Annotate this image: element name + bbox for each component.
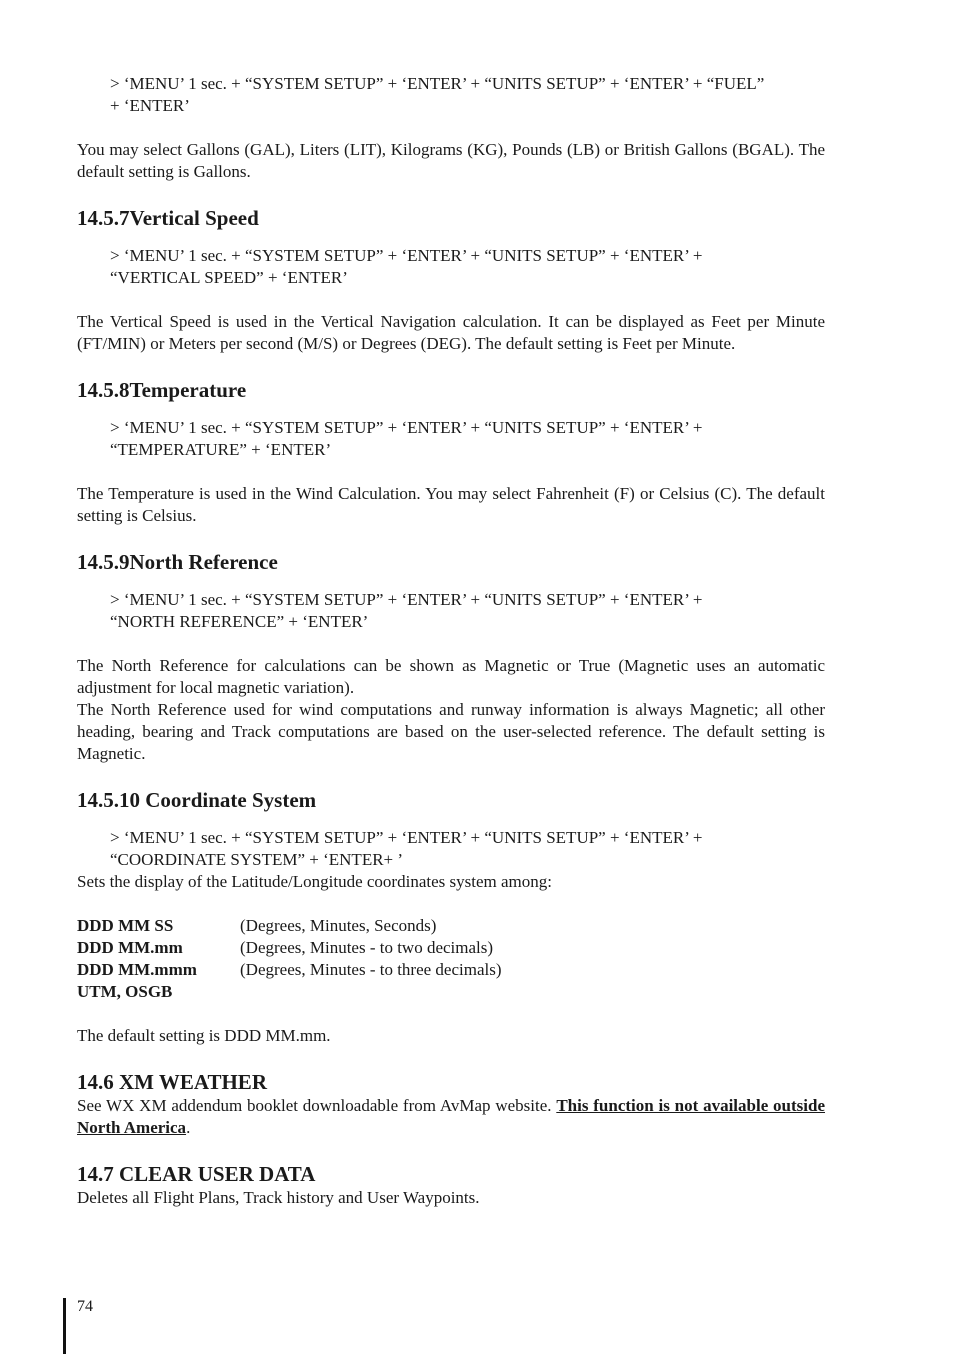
vertical-speed-description: The Vertical Speed is used in the Vertical Navigation calculation. It can be displayed as Feet per Minute (FT/MIN) or Meters per second (M/S) or Degrees (DEG). The default setting is Feet per Minute. [77, 312, 825, 353]
xm-weather-text: See WX XM addendum booklet downloadable from AvMap website. [77, 1096, 557, 1115]
north-reference-menu-path-line2: “NORTH REFERENCE” + ‘ENTER’ [110, 612, 369, 631]
coordinate-system-menu-path-line2: “COORDINATE SYSTEM” + ‘ENTER+ ’ [110, 850, 404, 869]
coordinate-option-desc: (Degrees, Minutes - to two decimals) [240, 938, 494, 957]
document-page [77, 73, 825, 1209]
temperature-menu-path-line1: > ‘MENU’ 1 sec. + “SYSTEM SETUP” + ‘ENTER’ + “UNITS SETUP” + ‘ENTER’ + [110, 418, 703, 437]
coordinate-option-code: DDD MM.mm [77, 938, 183, 957]
footer-margin-bar [63, 1298, 66, 1354]
vertical-speed-menu-path-line1: > ‘MENU’ 1 sec. + “SYSTEM SETUP” + ‘ENTER’ + “UNITS SETUP” + ‘ENTER’ + [110, 246, 703, 265]
coordinate-option-row [77, 915, 825, 937]
temperature-menu-path-line2: “TEMPERATURE” + ‘ENTER’ [110, 440, 332, 459]
north-reference-description-1: The North Reference for calculations can be shown as Magnetic or True (Magnetic uses an automatic adjustment for local magnetic variation). [77, 656, 825, 697]
fuel-menu-path-line1: > ‘MENU’ 1 sec. + “SYSTEM SETUP” + ‘ENTER’ + “UNITS SETUP” + ‘ENTER’ + “FUEL” [110, 74, 765, 93]
fuel-menu-path-line2: + ‘ENTER’ [110, 96, 190, 115]
coordinate-option-row [77, 937, 825, 959]
temperature-heading: 14.5.8Temperature [77, 378, 247, 402]
temperature-description: The Temperature is used in the Wind Calculation. You may select Fahrenheit (F) or Celsius (C). The default setting is Celsius. [77, 484, 825, 525]
fuel-menu-path [77, 73, 825, 117]
coordinate-system-menu-path-line1: > ‘MENU’ 1 sec. + “SYSTEM SETUP” + ‘ENTER’ + “UNITS SETUP” + ‘ENTER’ + [110, 828, 703, 847]
coordinate-option-row [77, 959, 825, 981]
clear-user-data-description: Deletes all Flight Plans, Track history and User Waypoints. [77, 1188, 480, 1207]
vertical-speed-menu-path [77, 245, 825, 289]
xm-weather-description [77, 1095, 825, 1139]
north-reference-menu-path-line1: > ‘MENU’ 1 sec. + “SYSTEM SETUP” + ‘ENTER’ + “UNITS SETUP” + ‘ENTER’ + [110, 590, 703, 609]
page-number: 74 [77, 1298, 93, 1315]
vertical-speed-heading: 14.5.7Vertical Speed [77, 206, 259, 230]
north-reference-description-2: The North Reference used for wind computations and runway information is always Magnetic; all other heading, bearing and Track computations are based on the user-selected reference. The default setting is Magnetic. [77, 700, 825, 763]
coordinate-option-code: UTM, OSGB [77, 982, 173, 1001]
xm-weather-availability-note: This function is not available outside North America [77, 1096, 825, 1137]
coordinate-options-list [77, 915, 825, 1003]
coordinate-option-row [77, 981, 825, 1003]
xm-weather-period: . [186, 1118, 191, 1137]
xm-weather-heading: 14.6 XM WEATHER [77, 1070, 267, 1094]
north-reference-menu-path [77, 589, 825, 633]
coordinate-option-desc: (Degrees, Minutes, Seconds) [240, 916, 437, 935]
temperature-menu-path [77, 417, 825, 461]
fuel-description: You may select Gallons (GAL), Liters (LIT), Kilograms (KG), Pounds (LB) or British Gallons (BGAL). The default setting is Gallons. [77, 140, 825, 181]
coordinate-system-default: The default setting is DDD MM.mm. [77, 1026, 331, 1045]
coordinate-option-code: DDD MM SS [77, 916, 174, 935]
coordinate-system-heading: 14.5.10 Coordinate System [77, 788, 317, 812]
north-reference-heading: 14.5.9North Reference [77, 550, 278, 574]
coordinate-system-intro: Sets the display of the Latitude/Longitude coordinates system among: [77, 872, 552, 891]
coordinate-system-menu-path [77, 827, 825, 871]
coordinate-option-code: DDD MM.mmm [77, 960, 197, 979]
clear-user-data-heading: 14.7 CLEAR USER DATA [77, 1162, 316, 1186]
coordinate-option-desc: (Degrees, Minutes - to three decimals) [240, 960, 502, 979]
vertical-speed-menu-path-line2: “VERTICAL SPEED” + ‘ENTER’ [110, 268, 348, 287]
